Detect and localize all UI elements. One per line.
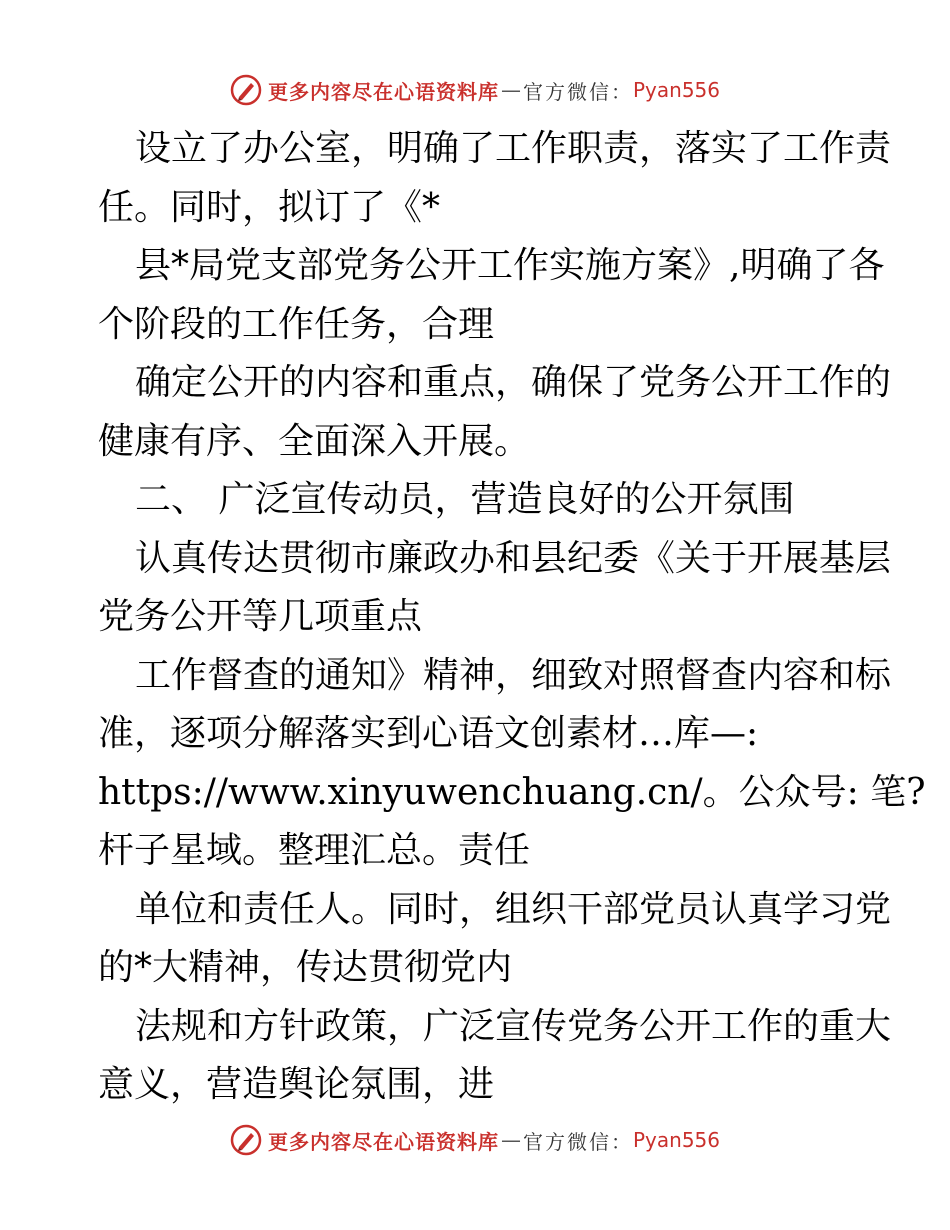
text-line: 设立了办公室，明确了工作职责，落实了工作责 [135,128,892,169]
watermark-wechat-label: 官方微信： [522,1129,633,1154]
text-line: 意义，营造舆论氛围，进 [98,1064,495,1105]
text-line: 工作督查的通知》精神，细致对照督查内容和标 [135,654,892,696]
text-line: 确定公开的内容和重点，确保了党务公开工作的 [135,362,892,403]
text-line: 的*大精神，传达贯彻党内 [98,947,513,988]
text-line: 党务公开等几项重点 [98,596,423,637]
pen-logo-icon [230,1124,262,1156]
text-line: 单位和责任人。同时，组织干部党员认真学习党 [135,888,892,930]
watermark-account: Pyan556 [632,1128,720,1152]
watermark-account: Pyan556 [632,78,720,102]
text-line: 个阶段的工作任务，合理 [98,303,495,345]
watermark-brand: 更多内容尽在心语资料库 [267,79,499,104]
watermark-brand: 更多内容尽在心语资料库 [267,1129,499,1154]
text-line: 二、 广泛宣传动员，营造良好的公开氛围 [135,479,795,520]
text-line: 杆子星域。整理汇总。责任 [98,830,531,871]
text-line: 县*局党支部党务公开工作实施方案》,明确了各 [135,245,885,286]
text-line: 健康有序、全面深入开展。 [98,420,531,462]
footer-watermark [0,1120,950,1160]
pen-logo-icon [230,74,262,106]
text-line: https://www.xinyuwenchuang.cn/。公众号: 笔? [98,771,926,813]
watermark-dash: — [500,78,521,102]
watermark-dash: — [500,1128,521,1152]
header-watermark [0,70,950,110]
text-line: 认真传达贯彻市廉政办和县纪委《关于开展基层 [135,537,892,579]
text-line: 法规和方针政策，广泛宣传党务公开工作的重大 [135,1005,892,1047]
document-body [98,120,926,1115]
watermark-wechat-label: 官方微信： [522,79,633,104]
text-line: 任。同时，拟订了《* [98,186,441,228]
text-line: 准，逐项分解落实到心语文创素材…库—: [98,713,759,754]
